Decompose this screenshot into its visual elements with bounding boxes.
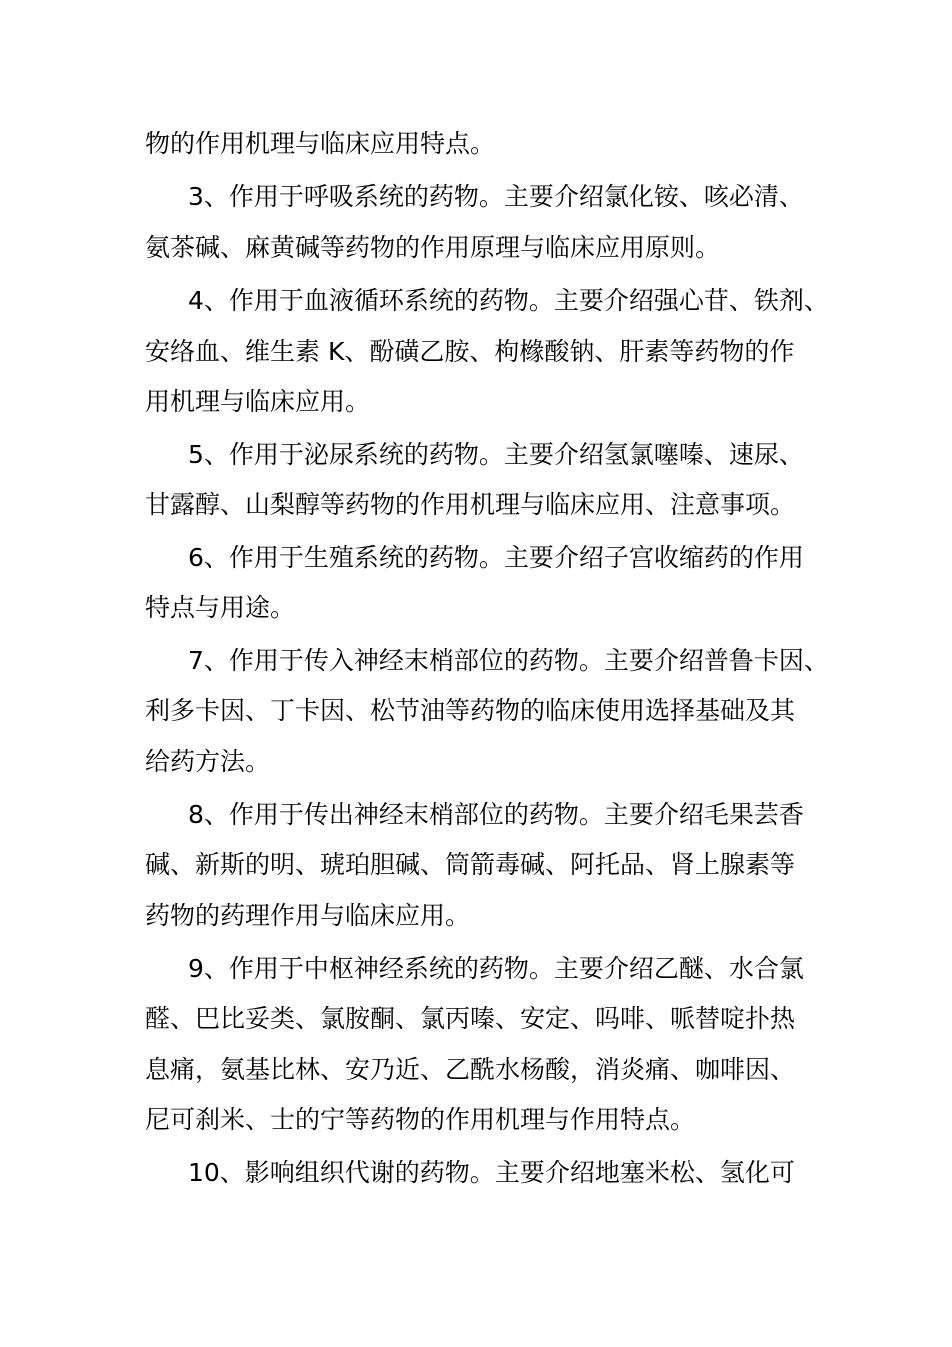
text-line: 氨茶碱、麻黄碱等药物的作用原理与临床应用原则。 [145,233,721,262]
text-line: 9、作用于中枢神经系统的药物。主要介绍乙醚、水合氯 [188,954,804,983]
text-line: 息痛，氨基比林、安乃近、乙酰水杨酸，消炎痛、咖啡因、 [145,1055,796,1084]
text-line: 甘露醇、山梨醇等药物的作用机理与临床应用、注意事项。 [145,490,796,519]
text-line: 特点与用途。 [145,593,296,622]
text-line: 物的作用机理与临床应用特点。 [145,129,496,158]
text-line: 5、作用于泌尿系统的药物。主要介绍氢氯噻嗪、速尿、 [188,440,804,469]
text-line: 醛、巴比妥类、氯胺酮、氯丙嗪、安定、吗啡、哌替啶扑热 [145,1004,796,1033]
text-line: 给药方法。 [145,747,271,776]
text-line: 3、作用于呼吸系统的药物。主要介绍氯化铵、咳必清、 [188,182,804,211]
text-line: 10、影响组织代谢的药物。主要介绍地塞米松、氢化可 [188,1158,795,1187]
text-line: 4、作用于血液循环系统的药物。主要介绍强心苷、铁剂、 [188,286,829,315]
text-line: 用机理与临床应用。 [145,387,371,416]
text-line: 药物的药理作用与临床应用。 [145,901,471,930]
text-line: 8、作用于传出神经末梢部位的药物。主要介绍毛果芸香 [188,800,804,829]
text-line: 安络血、维生素 K、酚磺乙胺、枸橼酸钠、肝素等药物的作 [145,337,795,366]
text-line: 7、作用于传入神经末梢部位的药物。主要介绍普鲁卡因、 [188,646,829,675]
text-line: 利多卡因、丁卡因、松节油等药物的临床使用选择基础及其 [145,696,796,725]
text-line: 碱、新斯的明、琥珀胆碱、筒箭毒碱、阿托品、肾上腺素等 [145,850,796,879]
text-line: 尼可刹米、士的宁等药物的作用机理与作用特点。 [145,1105,696,1134]
text-line: 6、作用于生殖系统的药物。主要介绍子宫收缩药的作用 [188,543,804,572]
